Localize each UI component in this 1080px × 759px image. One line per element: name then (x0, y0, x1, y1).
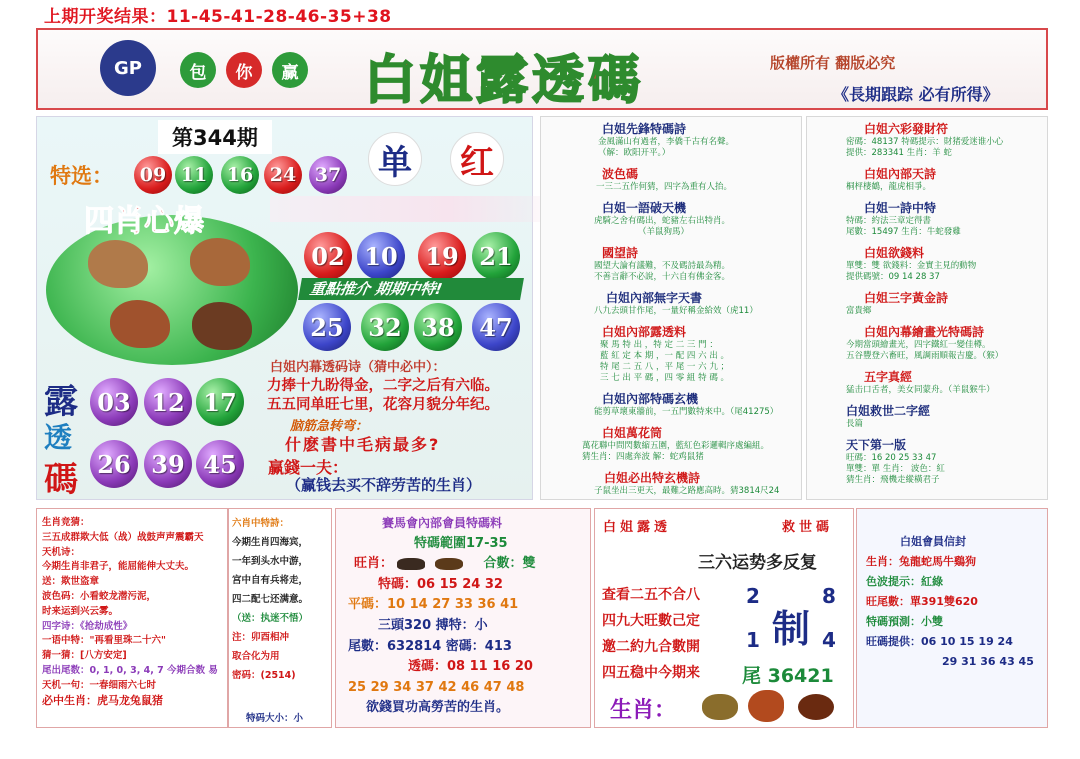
section-title: 白姐一詩中特 (864, 201, 937, 215)
poem-line: 力捧十九盼得金，二字之后有六临。 (267, 378, 499, 394)
santou-line: 三頭320 搏特：小 (378, 617, 488, 633)
riddle-text: 什麽書中毛病最多? (285, 435, 441, 454)
special-range: 特碼範圍17-35 (414, 535, 508, 551)
section-line: 桐枰棲鶴，龍虎相爭。 (846, 182, 932, 192)
verse-line: 邀二約九合數開 (602, 639, 700, 655)
member-data (342, 513, 588, 719)
section-line: 三 七 出 平 碼 ，四 零 組 特 碼 。 (600, 373, 730, 383)
gp-logo-icon: GP (100, 40, 156, 96)
wang-row (342, 554, 588, 575)
riddle-line: 尾出尾数：0, 1, 0, 3, 4, 7 今期合数 易 (42, 664, 218, 676)
envelope-line: 旺碼提供：06 10 15 19 24 (866, 635, 1013, 648)
dragon-icon (702, 694, 738, 720)
special-ball: 11 (175, 156, 213, 194)
snake-icon (798, 694, 834, 720)
riddle-title: 脑筋急转弯： (290, 419, 369, 434)
four-zodiac-title: 四肖心爆 (84, 204, 204, 239)
middle-sections (548, 120, 798, 497)
verse-line: 查看二五不合八 (602, 587, 700, 603)
poem-title: 白姐内幕透码诗（猜中必中）： (270, 360, 446, 375)
special-ball: 24 (264, 156, 302, 194)
special-ball: 09 (134, 156, 172, 194)
envelope-line: 色波提示：紅綠 (866, 575, 943, 588)
section-line: 萬花聯中問閃數縮五圍，藍紅色彩邏輯序處編組。 (582, 441, 770, 451)
lu-ball: 17 (196, 378, 244, 426)
poem-line: 宫中自有兵将走， (232, 575, 309, 586)
section-line: 今期當頭繪畫光，四字鐵紅一變佳樽。 (846, 340, 991, 350)
riddle-line: 送：欺世盗章 (42, 576, 100, 588)
section-line: 提供碼號：09 14 28 37 (846, 272, 940, 282)
section-line: 金風滿山有過者，李僑千古有名聲。 (598, 137, 735, 147)
section-title: 白姐三字黃金詩 (864, 291, 949, 305)
zodiac-ball: 10 (357, 232, 405, 280)
riddle-line: 一语中特："再看里珠二十六" (42, 635, 166, 647)
section-title: 白姐內幕繪畫光特碼詩 (864, 325, 985, 339)
riddle-line: 时来运到兴云雾。 (42, 605, 119, 617)
seal-num: 4 (822, 628, 836, 652)
section-line: 富貴鄉 (846, 306, 872, 316)
copyright-text: 版權所有 翻版必究 (770, 54, 896, 72)
special-ball: 16 (221, 156, 259, 194)
page-title: 白姐露透碼 (364, 50, 645, 111)
section-line: （解：欧阳开平。） (598, 148, 671, 158)
section-title: 白姐內部特碼玄機 (602, 392, 699, 406)
poem-line: 五五同单旺七里，花容月貌分年纪。 (267, 397, 499, 413)
numbers-line: 25 29 34 37 42 46 47 48 (348, 679, 525, 695)
slogan-text: 《長期跟踪 必有所得》 (833, 85, 999, 104)
lu-ball: 45 (196, 440, 244, 488)
poem-line: 四二配七还满意。 (232, 594, 309, 605)
badge-ni: 你 (226, 52, 262, 88)
section-line: 密碼：48137 特碼提示：財猪爱迷谁小心 (846, 137, 1004, 147)
special-ball: 37 (309, 156, 347, 194)
recommend-banner: 重點推介 期期中特! (298, 278, 524, 300)
section-line: 單雙：雙 欲錢料：金實主見的動物 (846, 261, 977, 271)
rescue-title-left: 白姐露透 (603, 520, 672, 535)
tema-line: 特碼：06 15 24 32 (378, 576, 503, 592)
last-draw-result: 上期开奖结果：11-45-41-28-46-35+38 (44, 7, 392, 27)
verse-line: 四五稳中今期来 (602, 665, 700, 681)
wild-boar-icon (397, 558, 425, 570)
issue-number: 第344期 (158, 120, 272, 154)
section-line: 藍 紅 定 本 期 ，一 配 四 六 出 。 (600, 351, 730, 361)
seal-num: 1 (746, 628, 760, 652)
section-line: 特碼：約法三章定得書 (846, 216, 932, 226)
zodiac-ball: 32 (361, 303, 409, 351)
verse-line: 四九大旺數己定 (602, 613, 700, 629)
lu-ball: 12 (144, 378, 192, 426)
section-line: 能剪草壞東牆前，一五門數特來中。（尾41275） (594, 407, 779, 417)
vertical-char-ma: 碼 (44, 460, 78, 500)
poem-line: 今期生肖四海宾， (232, 537, 309, 548)
weishu-line: 尾數：632814 密碼：413 (348, 638, 512, 654)
seal-num: 8 (822, 584, 836, 608)
zodiac-ball: 19 (418, 232, 466, 280)
section-title: 白姐一語破天機 (602, 201, 687, 215)
section-line: 單雙：單 生肖： 波色：紅 (846, 464, 945, 474)
zodiac-ball: 47 (472, 303, 520, 351)
odd-even-char: 单 (368, 132, 422, 186)
rescue-verse (602, 582, 700, 686)
section-title: 白姐內部天詩 (864, 167, 937, 181)
section-title: 白姐六彩發財符 (864, 122, 949, 136)
six-zodiac-poem (232, 514, 332, 685)
horse-icon (435, 558, 463, 570)
member-footer: 欲錢買功高勞苦的生肖。 (366, 700, 510, 716)
section-title: 白姐內部無字天書 (606, 291, 703, 305)
poem-line: 密码：(2514) (232, 670, 296, 681)
section-line: 長篇 (846, 419, 864, 429)
vertical-char-lu: 露 (44, 382, 78, 422)
section-line: 尾數：15497 生肖：牛蛇發雞 (846, 227, 961, 237)
badge-bao: 包 (180, 52, 216, 88)
touma-line: 透碼：08 11 16 20 (408, 659, 533, 675)
section-line: （羊鼠狗馬） (638, 227, 690, 237)
section-line: 猜生肖：飛機走縱橫君子 (846, 475, 940, 485)
section-title: 白姐欲錢料 (864, 246, 925, 260)
section-title: 天下第一版 (846, 438, 907, 452)
section-line: 特 尾 二 五 八 ，平 尾 一 六 九 ； (600, 362, 730, 372)
poem-line: 取合化为用 (232, 651, 280, 662)
riddle-line: 今期生肖非君子，能屈能伸大丈夫。 (42, 561, 195, 573)
envelope-title: 白姐會員信封 (900, 535, 966, 548)
zodiac-ball: 25 (303, 303, 351, 351)
envelope-line: 生肖：兔龍蛇馬牛鷄狗 (866, 555, 976, 568)
right-sections (846, 120, 1044, 486)
riddle-line: 天机一句：一春细雨六七时 (42, 679, 157, 691)
riddle-line: 必中生肖：虎马龙兔鼠猪 (42, 693, 163, 707)
wang-label: 旺肖： (354, 556, 394, 572)
section-line: 提供：283341 生肖：羊 蛇 (846, 148, 952, 158)
win-answer: （赢钱去买不辞劳苦的生肖） (286, 476, 482, 494)
section-line: 虎騎之舍有碼出，蛇豬左右出特肖。 (594, 216, 731, 226)
envelope-content (866, 532, 1046, 672)
envelope-line: 29 31 36 43 45 (942, 655, 1034, 668)
section-title: 白姐必出特玄機詩 (604, 471, 701, 485)
riddle-line: 天机诗： (42, 546, 81, 558)
seal-num: 2 (746, 584, 760, 608)
section-title: 白姐內部露透料 (602, 325, 687, 339)
seal-char: 制 (772, 607, 811, 651)
section-line: 不善言辭不必說，十六自有佛金客。 (594, 272, 731, 282)
heshu: 合數：雙 (483, 556, 536, 572)
riddle-line: 波色码：小看蛟龙潜污泥， (42, 590, 157, 602)
poem-line: （送：执迷不悟） (232, 613, 309, 624)
section-line: 子鼠坐出三更天，最難之路應高時。猜3814尺24 (594, 486, 780, 496)
rescue-title-right: 救世碼 (782, 520, 834, 535)
special-size: 特码大小：小 (246, 713, 304, 724)
poem-title: 六肖中特詩： (232, 518, 290, 529)
section-line: 聚 馬 特 出 ，特 定 二 三 門 ： (600, 340, 718, 350)
riddle-line: 三五成群欺大低（战）战鼓声声震霸天 (42, 531, 204, 543)
poem-line: 一年到头水中游， (232, 556, 309, 567)
section-line: 猜生肖：四處奔波 解：蛇鸡鼠猪 (582, 452, 704, 462)
zodiac-ball: 38 (414, 303, 462, 351)
envelope-line: 旺尾數：單391雙620 (866, 595, 978, 608)
poem-line: 注：卯酉相冲 (232, 632, 290, 643)
section-title: 白姐救世二字經 (846, 404, 931, 418)
section-line: 旺碼：16 20 25 33 47 (846, 453, 937, 463)
section-title: 波色碼 (602, 167, 639, 181)
vertical-char-tou: 透 (44, 421, 73, 454)
section-title: 國望詩 (602, 246, 639, 260)
special-label: 特选： (50, 164, 113, 188)
rescue-tail: 尾 36421 (742, 665, 834, 687)
section-line: 國望大論有議難，不及碼詩最為精。 (594, 261, 731, 271)
riddles-list (42, 516, 226, 708)
zodiac-ball: 21 (472, 232, 520, 280)
lu-ball: 39 (144, 440, 192, 488)
badge-ying: 赢 (272, 52, 308, 88)
riddle-line: 四字诗：《抢劫成性》 (42, 620, 133, 632)
section-line: 五谷豐登六畜旺，風調雨順報吉慶。（猴） (846, 351, 1004, 361)
section-title: 五字真經 (864, 370, 913, 384)
section-title: 白姐萬花筒 (602, 426, 663, 440)
section-line: 八九去頭甘作尾，一量好稱金給效（虎11） (594, 306, 758, 316)
zodiac-ball: 02 (304, 232, 352, 280)
rescue-tagline: 三六运势多反复 (698, 553, 817, 573)
rooster-icon (748, 690, 784, 722)
riddle-line: 猜一猜：[八方安定] (42, 650, 127, 662)
zodiac-label: 生肖： (610, 698, 677, 723)
section-title: 白姐先鋒特碼詩 (602, 122, 687, 136)
section-line: 猛击口舌者，美女同蒙舟。（羊鼠猴牛） (846, 385, 995, 395)
riddle-line: 生肖竞猜： (42, 517, 90, 528)
lu-ball: 26 (90, 440, 138, 488)
color-char: 红 (450, 132, 504, 186)
lu-ball: 03 (90, 378, 138, 426)
pingma-line: 平碼：10 14 27 33 36 41 (348, 597, 519, 613)
envelope-line: 特碼預測：小雙 (866, 615, 943, 628)
member-title: 賽馬會內部會員特碼料 (382, 516, 503, 530)
section-line: 一三二五作何猜，四字為重有人抬。 (596, 182, 733, 192)
faded-overlay (270, 196, 570, 222)
win-title: 赢錢一夫： (268, 458, 349, 477)
